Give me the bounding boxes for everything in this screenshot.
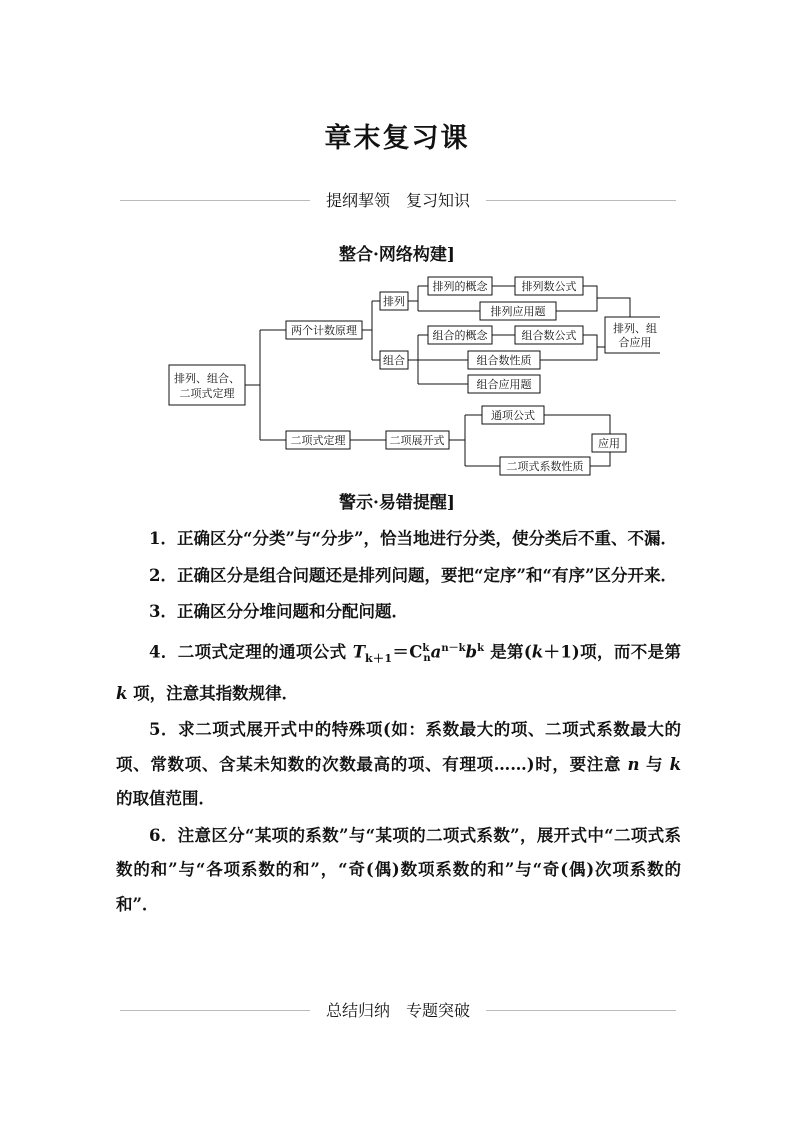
permutation-label: 排列 — [383, 295, 405, 308]
perm-comb-application-label-2: 合应用 — [618, 336, 652, 349]
section-heading-warnings: 警示·易错提醒] — [339, 493, 455, 513]
knowledge-map-diagram — [160, 272, 660, 482]
banner-summary — [120, 998, 676, 1022]
root-label-2: 二项式定理 — [179, 387, 235, 400]
connector — [597, 298, 630, 317]
banner-review-knowledge — [120, 188, 676, 212]
binomial-expansion-label: 二项展开式 — [389, 434, 445, 447]
warnings-list — [116, 522, 681, 924]
combination-label: 组合 — [383, 354, 405, 367]
application-label: 应用 — [598, 437, 620, 450]
comb-concept-label: 组合的概念 — [432, 329, 488, 342]
list-item: 1．正确区分“分类”与“分步”，恰当地进行分类，使分类后不重、不漏． — [149, 529, 677, 548]
page-title: 章末复习课 — [324, 123, 470, 154]
comb-application-label: 组合应用题 — [476, 378, 532, 391]
counting-principles-label: 两个计数原理 — [291, 324, 357, 337]
perm-comb-application-label: 排列、组 — [613, 322, 657, 335]
comb-property-label: 组合数性质 — [476, 354, 532, 367]
binomial-theorem-label: 二项式定理 — [290, 434, 346, 447]
general-term-label: 通项公式 — [491, 409, 535, 422]
list-item: 4．二项式定理的通项公式 $T_{k+1}=C^k_na^{n-k}b^k$ 是第(k＋1)项，而不是第 k 项，注意其指数规律． — [116, 642, 682, 703]
section-heading-network: 整合·网络构建] — [339, 245, 455, 265]
root-label: 排列、组合、 — [174, 372, 240, 385]
binomial-coefficient-label: 二项式系数性质 — [506, 460, 584, 473]
comb-formula-label: 组合数公式 — [521, 329, 577, 342]
banner-text: 总结归纳 专题突破 — [322, 1001, 474, 1020]
list-item: 5．求二项式展开式中的特殊项(如：系数最大的项、二项式系数最大的项、常数项、含某未知数的次数最高的项、有理项……)时，要注意 n 与 k 的取值范围． — [116, 720, 681, 809]
connector — [590, 452, 610, 466]
perm-application-label: 排列应用题 — [490, 305, 546, 318]
perm-concept-label: 排列的概念 — [432, 280, 488, 293]
list-item: 3．正确区分分堆问题和分配问题． — [149, 602, 408, 621]
list-item: 6．注意区分“某项的系数”与“某项的二项式系数”，展开式中“二项式系数的和”与“各项系数的和”，“奇(偶)数项系数的和”与“奇(偶)次项系数的和”． — [116, 825, 681, 914]
perm-formula-label: 排列数公式 — [521, 280, 577, 293]
banner-text: 提纲挈领 复习知识 — [322, 191, 474, 210]
list-item: 2．正确区分是组合问题还是排列问题，要把“定序”和“有序”区分开来． — [149, 565, 677, 585]
connector — [544, 415, 610, 434]
